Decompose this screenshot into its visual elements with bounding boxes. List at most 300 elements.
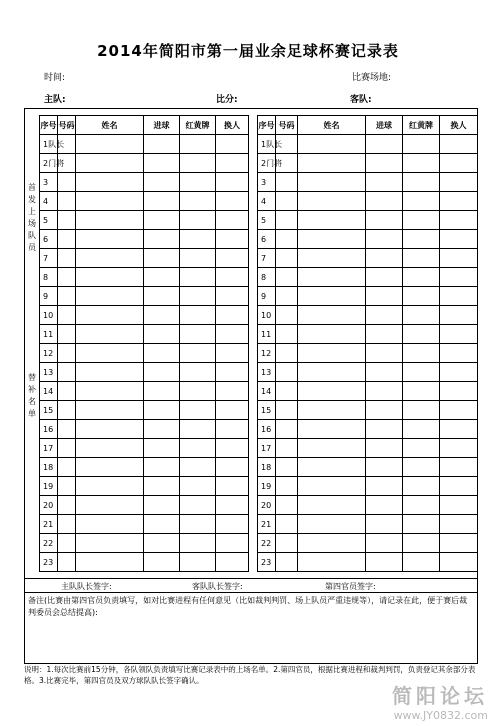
entry-cell[interactable] xyxy=(144,230,180,249)
entry-cell[interactable] xyxy=(216,211,249,230)
entry-cell[interactable] xyxy=(298,344,366,363)
entry-cell[interactable] xyxy=(76,477,144,496)
entry-cell[interactable] xyxy=(216,249,249,268)
entry-cell[interactable] xyxy=(298,439,366,458)
home-player-row xyxy=(40,154,249,173)
entry-cell[interactable] xyxy=(144,515,180,534)
row-number: 10 xyxy=(40,306,58,325)
entry-cell[interactable] xyxy=(276,192,298,211)
row-number: 18 xyxy=(258,458,276,477)
home-player-row xyxy=(40,344,249,363)
entry-cell[interactable] xyxy=(403,420,440,439)
home-player-row xyxy=(40,382,249,401)
entry-cell[interactable] xyxy=(180,496,216,515)
away-player-row xyxy=(258,534,478,553)
entry-cell[interactable] xyxy=(76,249,144,268)
entry-cell[interactable] xyxy=(403,439,440,458)
entry-cell[interactable] xyxy=(440,553,478,572)
entry-cell[interactable] xyxy=(276,230,298,249)
entry-cell[interactable] xyxy=(276,496,298,515)
entry-cell[interactable] xyxy=(58,325,76,344)
entry-cell[interactable] xyxy=(276,553,298,572)
entry-cell[interactable] xyxy=(298,382,366,401)
entry-cell[interactable] xyxy=(440,287,478,306)
entry-cell[interactable] xyxy=(366,496,403,515)
entry-cell[interactable] xyxy=(76,515,144,534)
away-player-row xyxy=(258,420,478,439)
entry-cell[interactable] xyxy=(366,534,403,553)
entry-cell[interactable] xyxy=(144,154,180,173)
entry-cell[interactable] xyxy=(276,306,298,325)
column-header: 红黄牌 xyxy=(403,116,440,135)
entry-cell[interactable] xyxy=(58,306,76,325)
away-player-row xyxy=(258,325,478,344)
entry-cell[interactable] xyxy=(216,230,249,249)
entry-cell[interactable] xyxy=(58,287,76,306)
entry-cell[interactable] xyxy=(440,173,478,192)
row-number: 13 xyxy=(40,363,58,382)
entry-cell[interactable] xyxy=(276,211,298,230)
entry-cell[interactable] xyxy=(180,192,216,211)
entry-cell[interactable] xyxy=(216,135,249,154)
entry-cell[interactable] xyxy=(366,458,403,477)
entry-cell[interactable] xyxy=(58,344,76,363)
entry-cell[interactable] xyxy=(366,382,403,401)
entry-cell[interactable] xyxy=(298,249,366,268)
entry-cell[interactable] xyxy=(440,477,478,496)
entry-cell[interactable] xyxy=(144,363,180,382)
entry-cell[interactable] xyxy=(298,496,366,515)
row-number: 11 xyxy=(40,325,58,344)
entry-cell[interactable] xyxy=(298,211,366,230)
entry-cell[interactable] xyxy=(58,553,76,572)
entry-cell[interactable] xyxy=(276,534,298,553)
away-player-row xyxy=(258,249,478,268)
row-number: 6 xyxy=(40,230,58,249)
entry-cell[interactable] xyxy=(298,458,366,477)
column-header: 号码 xyxy=(58,116,76,135)
entry-cell[interactable] xyxy=(180,268,216,287)
section-label-char: 发 xyxy=(28,195,36,204)
entry-cell[interactable] xyxy=(403,496,440,515)
entry-cell[interactable] xyxy=(76,363,144,382)
entry-cell[interactable] xyxy=(58,477,76,496)
row-number: 12 xyxy=(40,344,58,363)
entry-cell[interactable] xyxy=(298,287,366,306)
home-player-row xyxy=(40,515,249,534)
entry-cell[interactable] xyxy=(180,287,216,306)
entry-cell[interactable] xyxy=(366,287,403,306)
entry-cell[interactable] xyxy=(440,534,478,553)
entry-cell[interactable] xyxy=(440,211,478,230)
home-player-row xyxy=(40,401,249,420)
row-number: 8 xyxy=(258,268,276,287)
entry-cell[interactable] xyxy=(216,154,249,173)
entry-cell[interactable] xyxy=(366,192,403,211)
entry-cell[interactable] xyxy=(298,363,366,382)
entry-cell[interactable] xyxy=(440,420,478,439)
entry-cell[interactable] xyxy=(180,458,216,477)
entry-cell[interactable] xyxy=(144,306,180,325)
row-number: 1队长 xyxy=(258,135,276,154)
entry-cell[interactable] xyxy=(366,211,403,230)
entry-cell[interactable] xyxy=(298,306,366,325)
entry-cell[interactable] xyxy=(58,173,76,192)
away-player-row xyxy=(258,382,478,401)
away-player-row xyxy=(258,458,478,477)
home-team-label: 主队: xyxy=(44,95,66,105)
entry-cell[interactable] xyxy=(58,496,76,515)
entry-cell[interactable] xyxy=(298,325,366,344)
entry-cell[interactable] xyxy=(440,458,478,477)
entry-cell[interactable] xyxy=(180,173,216,192)
row-number: 21 xyxy=(258,515,276,534)
entry-cell[interactable] xyxy=(216,192,249,211)
entry-cell[interactable] xyxy=(403,173,440,192)
home-player-row xyxy=(40,496,249,515)
entry-cell[interactable] xyxy=(144,287,180,306)
entry-cell[interactable] xyxy=(76,268,144,287)
entry-cell[interactable] xyxy=(366,268,403,287)
entry-cell[interactable] xyxy=(76,173,144,192)
entry-cell[interactable] xyxy=(216,534,249,553)
time-label: 时间: xyxy=(44,73,66,83)
entry-cell[interactable] xyxy=(76,230,144,249)
entry-cell[interactable] xyxy=(298,553,366,572)
entry-cell[interactable] xyxy=(366,249,403,268)
away-player-row xyxy=(258,135,478,154)
entry-cell[interactable] xyxy=(366,306,403,325)
entry-cell[interactable] xyxy=(440,230,478,249)
entry-cell[interactable] xyxy=(366,230,403,249)
entry-cell[interactable] xyxy=(440,192,478,211)
home-player-row xyxy=(40,211,249,230)
entry-cell[interactable] xyxy=(403,401,440,420)
entry-cell[interactable] xyxy=(366,325,403,344)
entry-cell[interactable] xyxy=(76,496,144,515)
entry-cell[interactable] xyxy=(366,553,403,572)
entry-cell[interactable] xyxy=(180,135,216,154)
entry-cell[interactable] xyxy=(144,211,180,230)
entry-cell[interactable] xyxy=(58,363,76,382)
remarks-box: 备注(比赛由第四官员负责填写，如对比赛进程有任何意见（比如裁判判罚、场上队员严重违规等），请记录在此，便于赛后裁判委员会总结提高): xyxy=(25,592,477,664)
entry-cell[interactable] xyxy=(440,306,478,325)
home-player-row xyxy=(40,325,249,344)
away-player-row xyxy=(258,211,478,230)
home-player-row xyxy=(40,249,249,268)
column-header: 换人 xyxy=(216,116,249,135)
entry-cell[interactable] xyxy=(58,534,76,553)
entry-cell[interactable] xyxy=(403,287,440,306)
entry-cell[interactable] xyxy=(216,420,249,439)
entry-cell[interactable] xyxy=(403,211,440,230)
entry-cell[interactable] xyxy=(403,154,440,173)
entry-cell[interactable] xyxy=(298,173,366,192)
entry-cell[interactable] xyxy=(403,249,440,268)
row-number: 9 xyxy=(40,287,58,306)
entry-cell[interactable] xyxy=(144,458,180,477)
entry-cell[interactable] xyxy=(440,154,478,173)
entry-cell[interactable] xyxy=(366,363,403,382)
entry-cell[interactable] xyxy=(276,382,298,401)
row-number: 7 xyxy=(40,249,58,268)
entry-cell[interactable] xyxy=(180,325,216,344)
entry-cell[interactable] xyxy=(76,325,144,344)
entry-cell[interactable] xyxy=(144,325,180,344)
entry-cell[interactable] xyxy=(180,401,216,420)
entry-cell[interactable] xyxy=(58,401,76,420)
row-number: 2门将 xyxy=(40,154,58,173)
entry-cell[interactable] xyxy=(58,439,76,458)
entry-cell[interactable] xyxy=(366,154,403,173)
entry-cell[interactable] xyxy=(144,268,180,287)
entry-cell[interactable] xyxy=(440,515,478,534)
away-team-table xyxy=(257,115,478,572)
entry-cell[interactable] xyxy=(276,477,298,496)
column-header: 姓名 xyxy=(76,116,144,135)
entry-cell[interactable] xyxy=(216,325,249,344)
entry-cell[interactable] xyxy=(403,306,440,325)
entry-cell[interactable] xyxy=(144,344,180,363)
away-player-row xyxy=(258,268,478,287)
entry-cell[interactable] xyxy=(440,344,478,363)
entry-cell[interactable] xyxy=(58,192,76,211)
subs-section-label xyxy=(25,372,39,420)
entry-cell[interactable] xyxy=(76,211,144,230)
column-header: 序号 xyxy=(258,116,276,135)
entry-cell[interactable] xyxy=(144,173,180,192)
entry-cell[interactable] xyxy=(180,553,216,572)
entry-cell[interactable] xyxy=(76,306,144,325)
entry-cell[interactable] xyxy=(366,439,403,458)
entry-cell[interactable] xyxy=(403,135,440,154)
entry-cell[interactable] xyxy=(403,553,440,572)
entry-cell[interactable] xyxy=(180,534,216,553)
entry-cell[interactable] xyxy=(276,287,298,306)
home-player-row xyxy=(40,230,249,249)
home-player-row xyxy=(40,420,249,439)
row-number: 14 xyxy=(40,382,58,401)
row-number: 23 xyxy=(40,553,58,572)
entry-cell[interactable] xyxy=(58,420,76,439)
entry-cell[interactable] xyxy=(403,477,440,496)
entry-cell[interactable] xyxy=(298,268,366,287)
entry-cell[interactable] xyxy=(366,477,403,496)
entry-cell[interactable] xyxy=(144,534,180,553)
entry-cell[interactable] xyxy=(298,401,366,420)
entry-cell[interactable] xyxy=(180,306,216,325)
entry-cell[interactable] xyxy=(440,382,478,401)
entry-cell[interactable] xyxy=(76,553,144,572)
entry-cell[interactable] xyxy=(440,363,478,382)
entry-cell[interactable] xyxy=(403,230,440,249)
entry-cell[interactable] xyxy=(366,344,403,363)
entry-cell[interactable] xyxy=(216,306,249,325)
entry-cell[interactable] xyxy=(276,420,298,439)
entry-cell[interactable] xyxy=(298,515,366,534)
section-label-char: 上 xyxy=(28,207,36,216)
entry-cell[interactable] xyxy=(144,382,180,401)
entry-cell[interactable] xyxy=(403,363,440,382)
entry-cell[interactable] xyxy=(216,268,249,287)
away-player-row xyxy=(258,154,478,173)
home-player-row xyxy=(40,268,249,287)
entry-cell[interactable] xyxy=(216,439,249,458)
entry-cell[interactable] xyxy=(440,401,478,420)
entry-cell[interactable] xyxy=(58,230,76,249)
row-number: 9 xyxy=(258,287,276,306)
entry-cell[interactable] xyxy=(180,439,216,458)
entry-cell[interactable] xyxy=(76,458,144,477)
entry-cell[interactable] xyxy=(76,439,144,458)
entry-cell[interactable] xyxy=(180,344,216,363)
entry-cell[interactable] xyxy=(180,154,216,173)
entry-cell[interactable] xyxy=(403,458,440,477)
entry-cell[interactable] xyxy=(403,268,440,287)
row-number: 17 xyxy=(258,439,276,458)
row-number: 4 xyxy=(258,192,276,211)
instructions-note: 说明：1.每次比赛前15分钟，各队领队负责填写比赛记录表中的上场名单。2.第四官员，根据比赛进程和裁判判罚，负责登记其余部分表格。3.比赛完毕，第四官员及双方球队队长签字确认。 xyxy=(24,665,476,685)
entry-cell[interactable] xyxy=(366,401,403,420)
entry-cell[interactable] xyxy=(180,420,216,439)
row-number: 7 xyxy=(258,249,276,268)
entry-cell[interactable] xyxy=(180,249,216,268)
page-title: 2014年简阳市第一届业余足球杯赛记录表 xyxy=(97,42,399,60)
entry-cell[interactable] xyxy=(276,325,298,344)
entry-cell[interactable] xyxy=(216,458,249,477)
row-number: 2门将 xyxy=(258,154,276,173)
row-number: 15 xyxy=(40,401,58,420)
entry-cell[interactable] xyxy=(440,249,478,268)
row-number: 13 xyxy=(258,363,276,382)
entry-cell[interactable] xyxy=(276,173,298,192)
column-header: 号码 xyxy=(276,116,298,135)
section-label-char: 场 xyxy=(28,219,36,228)
entry-cell[interactable] xyxy=(144,135,180,154)
entry-cell[interactable] xyxy=(76,192,144,211)
entry-cell[interactable] xyxy=(440,439,478,458)
entry-cell[interactable] xyxy=(180,382,216,401)
entry-cell[interactable] xyxy=(276,439,298,458)
entry-cell[interactable] xyxy=(216,553,249,572)
away-player-row xyxy=(258,173,478,192)
entry-cell[interactable] xyxy=(440,135,478,154)
entry-cell[interactable] xyxy=(298,534,366,553)
entry-cell[interactable] xyxy=(58,211,76,230)
entry-cell[interactable] xyxy=(144,249,180,268)
entry-cell[interactable] xyxy=(216,477,249,496)
entry-cell[interactable] xyxy=(276,401,298,420)
entry-cell[interactable] xyxy=(216,363,249,382)
entry-cell[interactable] xyxy=(366,420,403,439)
entry-cell[interactable] xyxy=(58,458,76,477)
home-player-row xyxy=(40,477,249,496)
entry-cell[interactable] xyxy=(298,192,366,211)
entry-cell[interactable] xyxy=(403,325,440,344)
entry-cell[interactable] xyxy=(298,477,366,496)
row-number: 1队长 xyxy=(40,135,58,154)
entry-cell[interactable] xyxy=(403,344,440,363)
entry-cell[interactable] xyxy=(276,363,298,382)
entry-cell[interactable] xyxy=(216,173,249,192)
entry-cell[interactable] xyxy=(366,515,403,534)
home-player-row xyxy=(40,439,249,458)
column-header: 姓名 xyxy=(298,116,366,135)
entry-cell[interactable] xyxy=(276,344,298,363)
row-number: 20 xyxy=(258,496,276,515)
entry-cell[interactable] xyxy=(276,268,298,287)
entry-cell[interactable] xyxy=(440,325,478,344)
entry-cell[interactable] xyxy=(403,382,440,401)
entry-cell[interactable] xyxy=(144,401,180,420)
entry-cell[interactable] xyxy=(276,515,298,534)
entry-cell[interactable] xyxy=(58,515,76,534)
entry-cell[interactable] xyxy=(298,135,366,154)
entry-cell[interactable] xyxy=(58,249,76,268)
entry-cell[interactable] xyxy=(403,515,440,534)
entry-cell[interactable] xyxy=(180,211,216,230)
entry-cell[interactable] xyxy=(144,192,180,211)
entry-cell[interactable] xyxy=(58,268,76,287)
entry-cell[interactable] xyxy=(216,401,249,420)
entry-cell[interactable] xyxy=(76,154,144,173)
entry-cell[interactable] xyxy=(180,477,216,496)
entry-cell[interactable] xyxy=(144,439,180,458)
entry-cell[interactable] xyxy=(276,249,298,268)
entry-cell[interactable] xyxy=(216,496,249,515)
column-header: 红黄牌 xyxy=(180,116,216,135)
home-team-table xyxy=(39,115,249,572)
entry-cell[interactable] xyxy=(216,515,249,534)
entry-cell[interactable] xyxy=(76,344,144,363)
entry-cell[interactable] xyxy=(180,230,216,249)
entry-cell[interactable] xyxy=(366,173,403,192)
entry-cell[interactable] xyxy=(216,344,249,363)
away-player-row xyxy=(258,363,478,382)
entry-cell[interactable] xyxy=(440,496,478,515)
entry-cell[interactable] xyxy=(216,287,249,306)
entry-cell[interactable] xyxy=(144,553,180,572)
entry-cell[interactable] xyxy=(298,230,366,249)
entry-cell[interactable] xyxy=(144,420,180,439)
row-number: 19 xyxy=(40,477,58,496)
entry-cell[interactable] xyxy=(276,458,298,477)
entry-cell[interactable] xyxy=(76,382,144,401)
entry-cell[interactable] xyxy=(403,192,440,211)
venue-label: 比赛场地: xyxy=(352,73,392,83)
entry-cell[interactable] xyxy=(58,382,76,401)
entry-cell[interactable] xyxy=(366,135,403,154)
entry-cell[interactable] xyxy=(76,401,144,420)
entry-cell[interactable] xyxy=(76,534,144,553)
entry-cell[interactable] xyxy=(440,268,478,287)
home-player-row xyxy=(40,363,249,382)
entry-cell[interactable] xyxy=(76,420,144,439)
entry-cell[interactable] xyxy=(76,135,144,154)
entry-cell[interactable] xyxy=(298,154,366,173)
row-number: 4 xyxy=(40,192,58,211)
away-player-row xyxy=(258,401,478,420)
entry-cell[interactable] xyxy=(144,496,180,515)
entry-cell[interactable] xyxy=(76,287,144,306)
entry-cell[interactable] xyxy=(403,534,440,553)
entry-cell[interactable] xyxy=(180,515,216,534)
entry-cell[interactable] xyxy=(180,363,216,382)
row-number: 11 xyxy=(258,325,276,344)
entry-cell[interactable] xyxy=(144,477,180,496)
entry-cell[interactable] xyxy=(298,420,366,439)
entry-cell[interactable] xyxy=(216,382,249,401)
